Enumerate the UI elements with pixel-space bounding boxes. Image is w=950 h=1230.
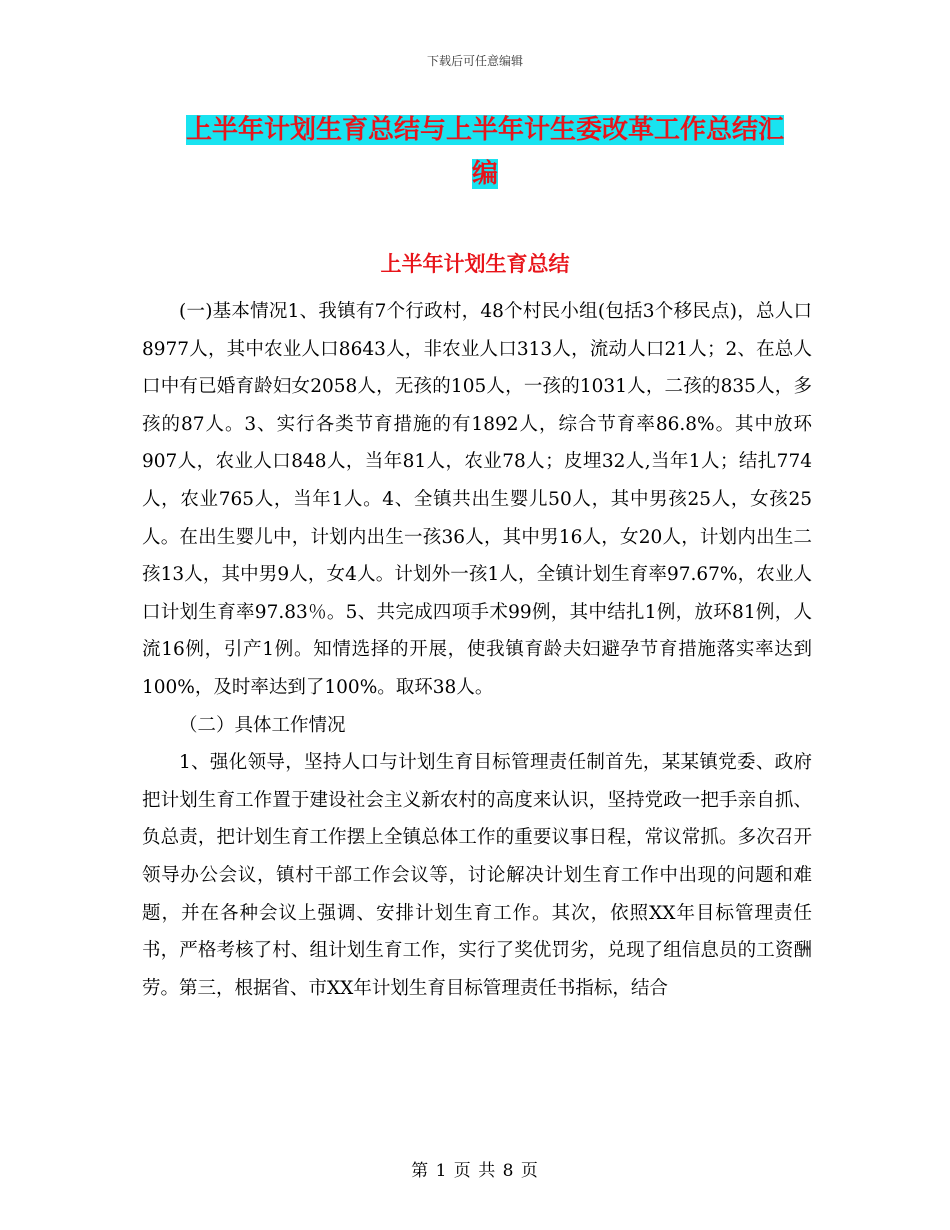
header-note: 下载后可任意编辑: [426, 54, 523, 68]
document-title-line1: 上半年计划生育总结与上半年计生委改革工作总结汇: [185, 115, 784, 145]
paragraph-leadership: 1、强化领导，坚持人口与计划生育目标管理责任制首先，某某镇党委、政府把计划生育工作置于建设社会主义新农村的高度来认识，坚持党政一把手亲自抓、负总责，把计划生育工作摆上全镇总体工作的重要议事日程，常议常抓。多次召开领导办公会议，镇村干部工作会议等，讨论解决计划生育工作中出现的问题和难题，并在各种会议上强调、安排计划生育工作。其次，依照XX年目标管理责任书，严格考核了村、组计划生育工作，实行了奖优罚劣，兑现了组信息员的工资酬劳。第三，根据省、市XX年计划生育目标管理责任书指标，结合: [142, 752, 812, 999]
document-title: [140, 108, 830, 196]
body-text: [142, 293, 812, 1007]
section-title: 上半年计划生育总结: [380, 252, 570, 276]
paragraph-basic-info: (一)基本情况1、我镇有7个行政村，48个村民小组(包括3个移民点)，总人口8977人，其中农业人口8643人，非农业人口313人，流动人口21人；2、在总人口中有已婚育龄妇女2058人，无孩的105人，一孩的1031人，二孩的835人，多孩的87人。3、实行各类节育措施的有1892人，综合节育率86.8%。其中放环907人，农业人口848人，当年81人，农业78人；皮埋32人,当年1人；结扎774人，农业765人，当年1人。4、全镇共出生婴儿50人，其中男孩25人，女孩25人。在出生婴儿中，计划内出生一孩36人，其中男16人，女20人，计划内出生二孩13人，其中男9人，女4人。计划外一孩1人，全镇计划生育率97.67%，农业人口计划生育率97.83％。5、共完成四项手术99例，其中结扎1例，放环81例，人流16例，引产1例。知情选择的开展，使我镇育龄夫妇避孕节育措施落实率达到100%，及时率达到了100%。取环38人。: [142, 301, 812, 698]
paragraph-subheading: （二）具体工作情况: [179, 714, 346, 736]
document-title-line2: 编: [471, 159, 498, 189]
page-footer: 第 1 页 共 8 页: [411, 1161, 539, 1181]
